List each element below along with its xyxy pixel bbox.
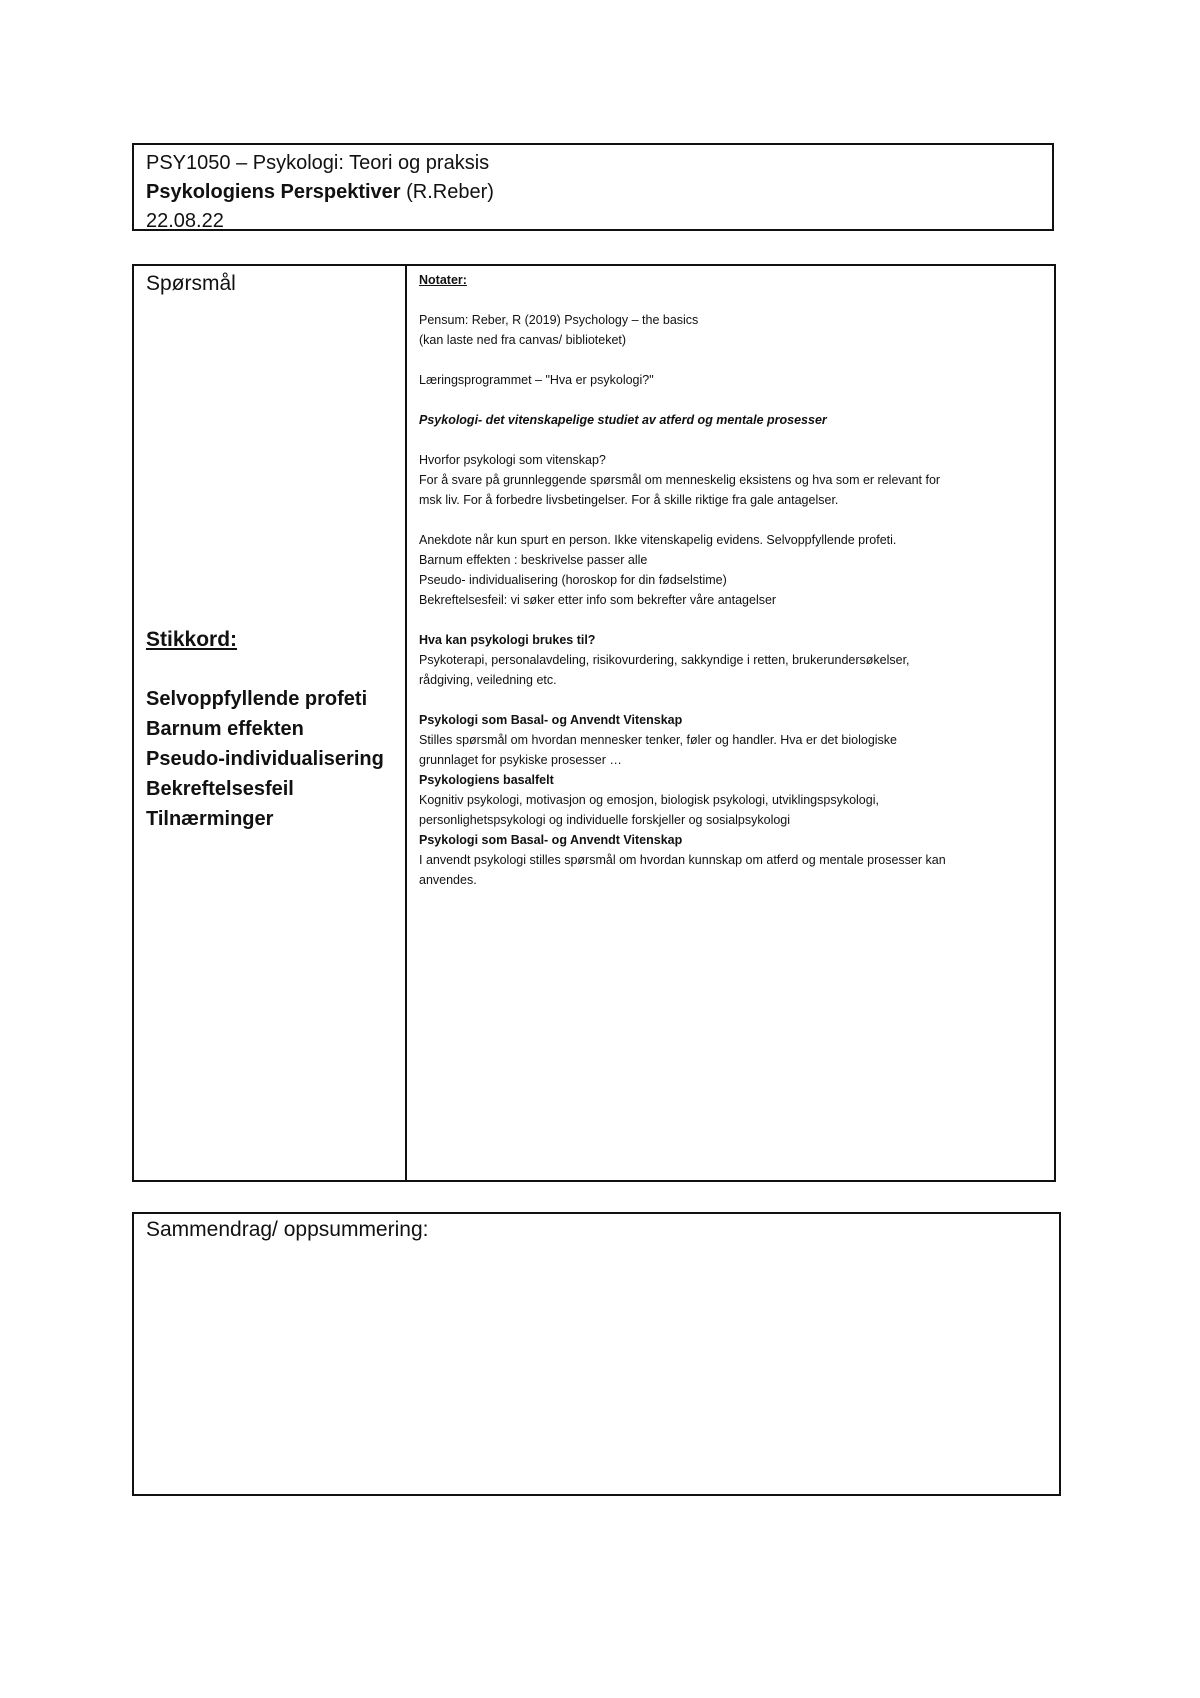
- anecdote-line: Anekdote når kun spurt en person. Ikke vitenskapelig evidens. Selvoppfyllende profeti.: [419, 533, 897, 547]
- applied-text-line-1: I anvendt psykologi stilles spørsmål om hvordan kunnskap om atferd og mentale prosesser kan: [419, 853, 946, 867]
- topic-line: [146, 178, 1040, 207]
- definition-line: Psykologi- det vitenskapelige studiet av atferd og mentale prosesser: [419, 413, 827, 427]
- notes-column: [407, 266, 1054, 1180]
- barnum-line: Barnum effekten : beskrivelse passer alle: [419, 553, 648, 567]
- keyword-item: Tilnærminger: [146, 808, 274, 830]
- topic-title: Psykologiens Perspektiver: [146, 181, 401, 203]
- keywords-title: Stikkord:: [146, 628, 238, 651]
- summary-title: Sammendrag/ oppsummering:: [146, 1218, 429, 1241]
- header-box: [132, 143, 1054, 231]
- use-question: Hva kan psykologi brukes til?: [419, 633, 596, 647]
- pensum-line: Pensum: Reber, R (2019) Psychology – the basics: [419, 313, 699, 327]
- basal-text-line-2: grunnlaget for psykiske prosesser …: [419, 753, 622, 767]
- pensum-note: (kan laste ned fra canvas/ biblioteket): [419, 333, 627, 347]
- keywords-list: [146, 684, 384, 834]
- date: 22.08.22: [146, 210, 224, 232]
- basalfelt-text-line-1: Kognitiv psykologi, motivasjon og emosjon, biologisk psykologi, utviklingspsykologi,: [419, 793, 879, 807]
- use-answer-line-1: Psykoterapi, personalavdeling, risikovurdering, sakkyndige i retten, brukerundersøkelser,: [419, 653, 910, 667]
- notes-title: Notater:: [419, 273, 467, 287]
- pseudo-line: Pseudo- individualisering (horoskop for din fødselstime): [419, 573, 727, 587]
- summary-box: [132, 1212, 1061, 1496]
- questions-column: [134, 266, 407, 1180]
- program-line: Læringsprogrammet – "Hva er psykologi?": [419, 373, 654, 387]
- questions-title: Spørsmål: [146, 272, 236, 295]
- keyword-item: Pseudo-individualisering: [146, 748, 384, 770]
- basal-text-line-1: Stilles spørsmål om hvordan mennesker tenker, føler og handler. Hva er det biologiske: [419, 733, 898, 747]
- cornell-notes-table: [132, 264, 1056, 1182]
- why-answer-line-2: msk liv. For å forbedre livsbetingelser. For å skille riktige fra gale antagelser.: [419, 493, 839, 507]
- use-answer-line-2: rådgiving, veiledning etc.: [419, 673, 557, 687]
- confirmation-line: Bekreftelsesfeil: vi søker etter info som bekrefter våre antagelser: [419, 593, 777, 607]
- why-answer-line-1: For å svare på grunnleggende spørsmål om menneskelig eksistens og hva som er relevant for: [419, 473, 941, 487]
- topic-author: (R.Reber): [400, 181, 494, 203]
- keyword-item: Selvoppfyllende profeti: [146, 688, 368, 710]
- keyword-item: Bekreftelsesfeil: [146, 778, 294, 800]
- basal-heading-2: Psykologi som Basal- og Anvendt Vitenskap: [419, 833, 683, 847]
- basalfelt-heading: Psykologiens basalfelt: [419, 773, 554, 787]
- why-question: Hvorfor psykologi som vitenskap?: [419, 453, 606, 467]
- basal-heading-1: Psykologi som Basal- og Anvendt Vitenskap: [419, 713, 683, 727]
- basalfelt-text-line-2: personlighetspsykologi og individuelle forskjeller og sosialpsykologi: [419, 813, 791, 827]
- applied-text-line-2: anvendes.: [419, 873, 477, 887]
- course-title: PSY1050 – Psykologi: Teori og praksis: [146, 152, 490, 174]
- keyword-item: Barnum effekten: [146, 718, 304, 740]
